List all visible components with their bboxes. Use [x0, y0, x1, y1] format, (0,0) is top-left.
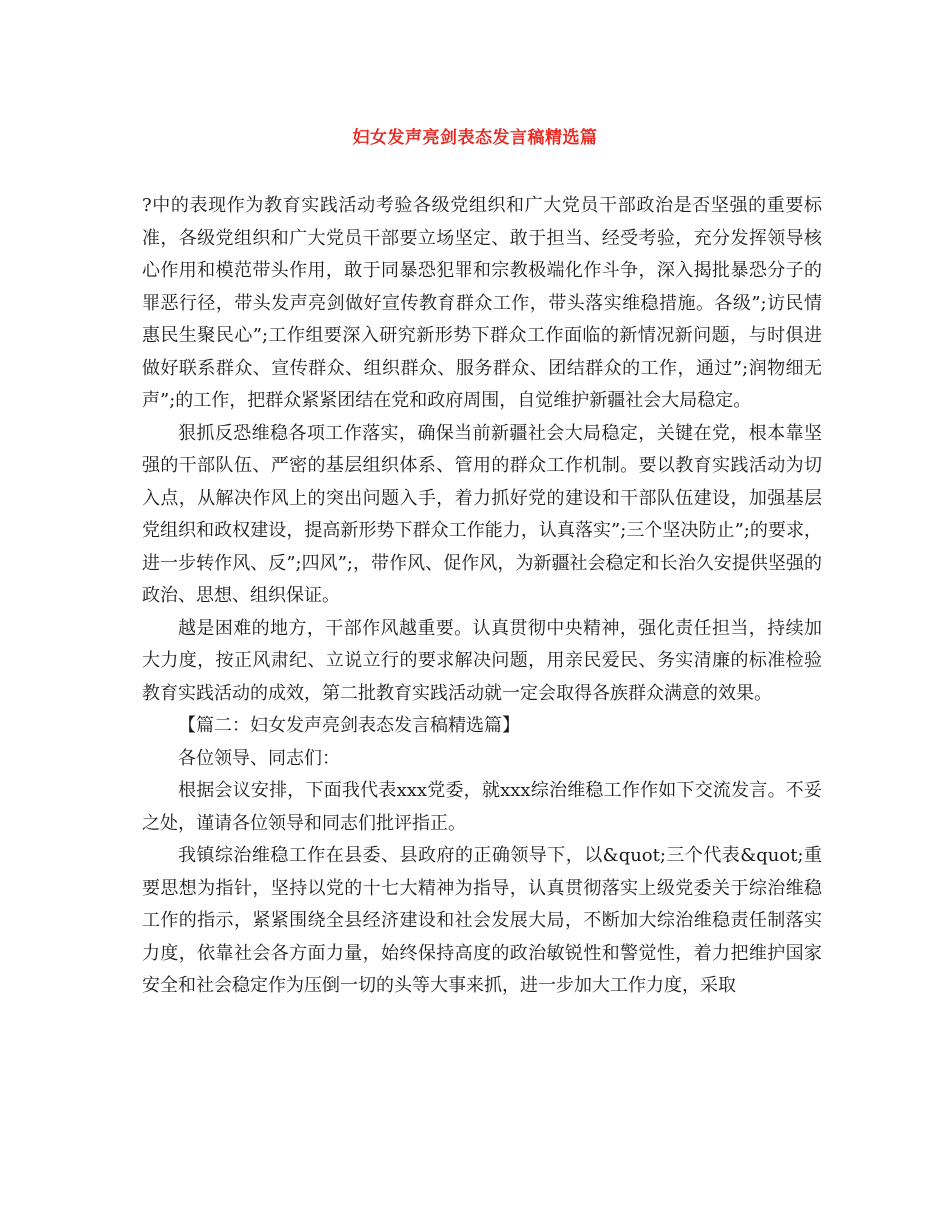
- document-body: [142, 190, 822, 1003]
- paragraph-6: 根据会议安排，下面我代表xxx党委，就xxx综治维稳工作作如下交流发言。不妥之处，谨请各位领导和同志们批评指正。: [142, 780, 822, 834]
- paragraph-2: 狠抓反恐维稳各项工作落实，确保当前新疆社会大局稳定，关键在党，根本靠坚强的干部队伍、严密的基层组织体系、管用的群众工作机制。要以教育实践活动为切入点，从解决作风上的突出问题入手，着力抓好党的建设和干部队伍建设，加强基层党组织和政权建设，提高新形势下群众工作能力，认真落实”;三个坚决防止”;的要求，进一步转作风、反”;四风”;，带作风、促作风，为新疆社会稳定和长治久安提供坚强的政治、思想、组织保证。: [142, 422, 822, 606]
- section-heading: 【篇二：妇女发声亮剑表态发言稿精选篇】: [178, 715, 520, 736]
- paragraph-7: 我镇综治维稳工作在县委、县政府的正确领导下，以&quot;三个代表&quot;重要思想为指针，坚持以党的十七大精神为指导，认真贯彻落实上级党委关于综治维稳工作的指示，紧紧围绕全县经济建设和社会发展大局，不断加大综治维稳责任制落实力度，依靠社会各方面力量，始终保持高度的政治敏锐性和警觉性，着力把维护国家安全和社会稳定作为压倒一切的头等大事来抓，进一步加大工作力度，采取: [142, 845, 822, 996]
- document-title: 妇女发声亮剑表态发言稿精选篇: [352, 128, 598, 148]
- salutation: 各位领导、同志们：: [178, 747, 340, 769]
- paragraph-1: ?中的表现作为教育实践活动考验各级党组织和广大党员干部政治是否坚强的重要标准，各级党组织和广大党员干部要立场坚定、敢于担当、经受考验，充分发挥领导核心作用和模范带头作用，敢于同暴恐犯罪和宗教极端化作斗争，深入揭批暴恐分子的罪恶行径，带头发声亮剑做好宣传教育群众工作，带头落实维稳措施。各级”;访民情惠民生聚民心”;工作组要深入研究新形势下群众工作面临的新情况新问题，与时俱进做好联系群众、宣传群众、组织群众、服务群众、团结群众的工作，通过”;润物细无声”;的工作，把群众紧紧团结在党和政府周围，自觉维护新疆社会大局稳定。: [142, 195, 822, 411]
- paragraph-3: 越是困难的地方，干部作风越重要。认真贯彻中央精神，强化责任担当，持续加大力度，按正风肃纪、立说立行的要求解决问题，用亲民爱民、务实清廉的标准检验教育实践活动的成效，第二批教育实践活动就一定会取得各族群众满意的效果。: [142, 617, 822, 704]
